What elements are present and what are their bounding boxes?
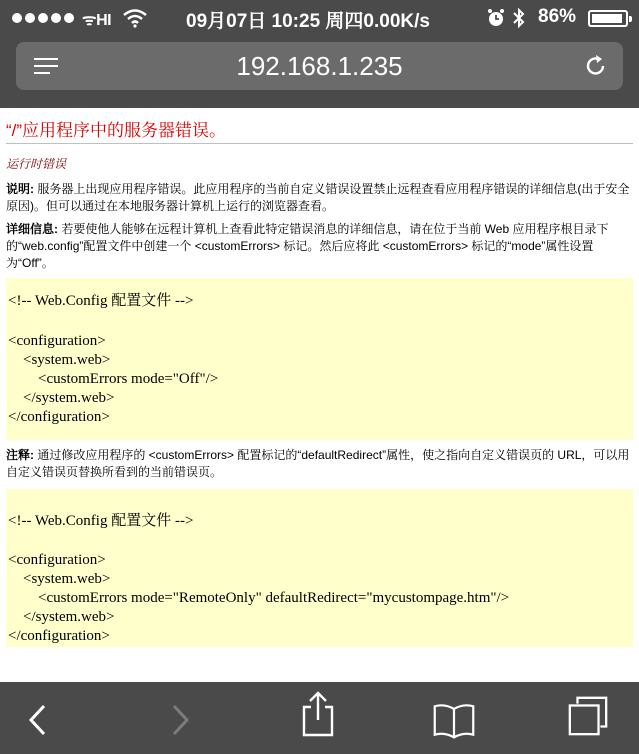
code-block-off xyxy=(6,278,633,440)
error-subtitle: 运行时错误 xyxy=(6,157,67,171)
description-label: 说明: xyxy=(6,182,34,196)
status-time: 09月07日 10:25 周四0.00K/s xyxy=(186,11,430,32)
battery-percent: 86% xyxy=(538,6,577,27)
description-text: 服务器上出现应用程序错误。此应用程序的当前自定义错误设置禁止远程查看应用程序错误的详细信息(出于安全原因)。但可以通过在本地服务器计算机上运行的浏览器查看。 xyxy=(6,182,630,213)
reload-icon[interactable] xyxy=(583,53,609,83)
code-line: <customErrors mode="Off"/> xyxy=(8,371,219,387)
details-label: 详细信息: xyxy=(6,222,58,236)
url-text[interactable]: 192.168.1.235 xyxy=(236,51,403,81)
signal-strength-icon xyxy=(12,13,74,23)
carrier-label: ᯤHI xyxy=(82,12,112,29)
code-line: <system.web> xyxy=(8,571,111,587)
share-icon[interactable] xyxy=(296,694,340,734)
wifi-icon xyxy=(122,8,148,33)
status-bar xyxy=(0,0,639,36)
code-line: <!-- Web.Config 配置文件 --> xyxy=(8,513,194,529)
tabs-icon[interactable] xyxy=(566,696,610,736)
code-line: <!-- Web.Config 配置文件 --> xyxy=(8,293,194,309)
description-paragraph xyxy=(6,181,630,215)
browser-chrome xyxy=(0,0,639,108)
forward-icon[interactable] xyxy=(158,700,202,740)
note-label: 注释: xyxy=(6,448,34,462)
note-text: 通过修改应用程序的 <customErrors> 配置标记的“defaultRedirect”属性，使之指向自定义错误页的 URL，可以用自定义错误页替换所看到的当前错误页。 xyxy=(6,448,630,479)
page-content xyxy=(0,108,639,682)
code-line: <customErrors mode="RemoteOnly" defaultRedirect="mycustompage.htm"/> xyxy=(8,590,510,606)
alarm-icon xyxy=(486,8,506,33)
note-paragraph xyxy=(6,447,630,481)
bottom-toolbar xyxy=(0,682,639,754)
code-line: </configuration> xyxy=(8,409,110,425)
battery-icon xyxy=(588,10,628,27)
address-bar[interactable] xyxy=(16,42,623,90)
back-icon[interactable] xyxy=(16,700,60,740)
divider xyxy=(6,143,633,144)
details-text: 若要使他人能够在远程计算机上查看此特定错误消息的详细信息，请在位于当前 Web 应用程序根目录下的“web.config”配置文件中创建一个 <customErrors> 标记。然后应将此 <customErrors> 标记的“mode”属性设置为“Off”。 xyxy=(6,222,609,270)
code-line: </configuration> xyxy=(8,628,110,644)
details-paragraph xyxy=(6,221,630,272)
page-title: “/”应用程序中的服务器错误。 xyxy=(6,121,227,140)
bluetooth-icon xyxy=(512,7,526,34)
code-line: <configuration> xyxy=(8,552,106,568)
code-block-remoteonly xyxy=(6,489,633,647)
code-line: <system.web> xyxy=(8,352,111,368)
bookmarks-icon[interactable] xyxy=(432,700,476,740)
code-line: <configuration> xyxy=(8,333,106,349)
code-line: </system.web> xyxy=(8,390,115,406)
code-line: </system.web> xyxy=(8,609,115,625)
